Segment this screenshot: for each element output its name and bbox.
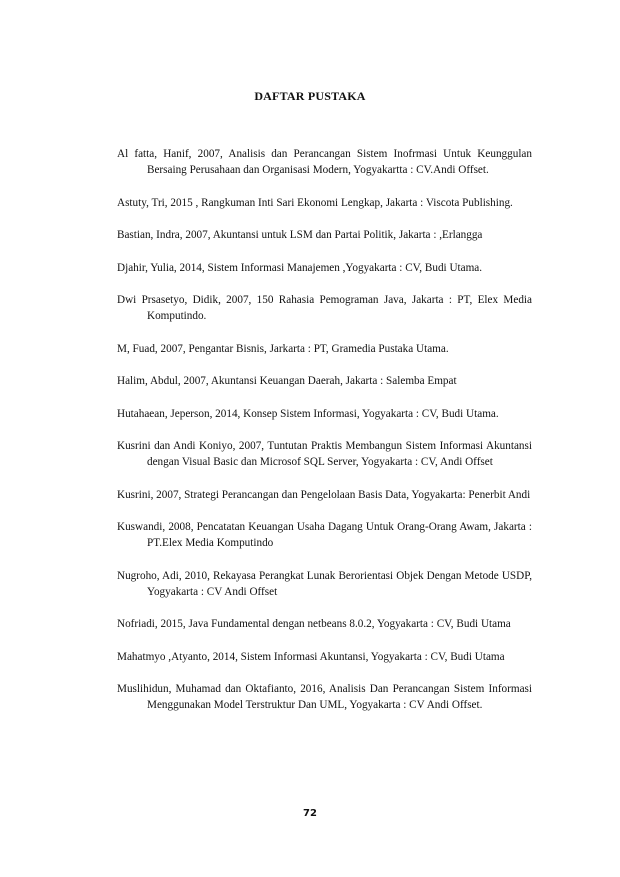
page-title: DAFTAR PUSTAKA — [254, 89, 366, 103]
reference-item: Astuty, Tri, 2015 , Rangkuman Inti Sari Ekonomi Lengkap, Jakarta : Viscota Publishing. — [117, 196, 513, 209]
reference-item: Bastian, Indra, 2007, Akuntansi untuk LSM dan Partai Politik, Jakarta : ,Erlangga — [117, 229, 483, 241]
reference-item: Al fatta, Hanif, 2007, Analisis dan Perancangan Sistem Inofrmasi Untuk Keunggulan Bersaing Perusahaan dan Organisasi Modern, Yogyakartta : CV.Andi Offset. — [117, 148, 532, 176]
reference-item: Nugroho, Adi, 2010, Rekayasa Perangkat Lunak Berorientasi Objek Dengan Metode USDP, Yogyakarta : CV Andi Offset — [117, 569, 532, 598]
reference-item: Halim, Abdul, 2007, Akuntansi Keuangan Daerah, Jakarta : Salemba Empat — [117, 375, 457, 387]
page-number: 72 — [303, 808, 317, 819]
reference-item: Kusrini dan Andi Koniyo, 2007, Tuntutan Praktis Membangun Sistem Informasi Akuntansi dengan Visual Basic dan Microsof SQL Server, Yogyakarta : CV, Andi Offset — [117, 440, 532, 468]
reference-item: M, Fuad, 2007, Pengantar Bisnis, Jarkarta : PT, Gramedia Pustaka Utama. — [117, 342, 449, 355]
reference-item: Kusrini, 2007, Strategi Perancangan dan Pengelolaan Basis Data, Yogyakarta: Penerbit Andi — [117, 488, 531, 501]
reference-item: Mahatmyo ,Atyanto, 2014, Sistem Informasi Akuntansi, Yogyakarta : CV, Budi Utama — [117, 650, 505, 663]
reference-item: Muslihidun, Muhamad dan Oktafianto, 2016, Analisis Dan Perancangan Sistem Informasi Menggunakan Model Terstruktur Dan UML, Yogyakarta : CV Andi Offset. — [117, 683, 532, 711]
reference-item: Djahir, Yulia, 2014, Sistem Informasi Manajemen ,Yogyakarta : CV, Budi Utama. — [117, 261, 483, 274]
reference-list — [117, 146, 532, 730]
reference-item: Nofriadi, 2015, Java Fundamental dengan netbeans 8.0.2, Yogyakarta : CV, Budi Utama — [117, 618, 511, 630]
reference-item: Hutahaean, Jeperson, 2014, Konsep Sistem Informasi, Yogyakarta : CV, Budi Utama. — [117, 407, 499, 420]
reference-item: Dwi Prsasetyo, Didik, 2007, 150 Rahasia Pemograman Java, Jakarta : PT, Elex Media Komputindo. — [117, 294, 532, 322]
reference-item: Kuswandi, 2008, Pencatatan Keuangan Usaha Dagang Untuk Orang-Orang Awam, Jakarta : PT.Elex Media Komputindo — [117, 521, 532, 549]
